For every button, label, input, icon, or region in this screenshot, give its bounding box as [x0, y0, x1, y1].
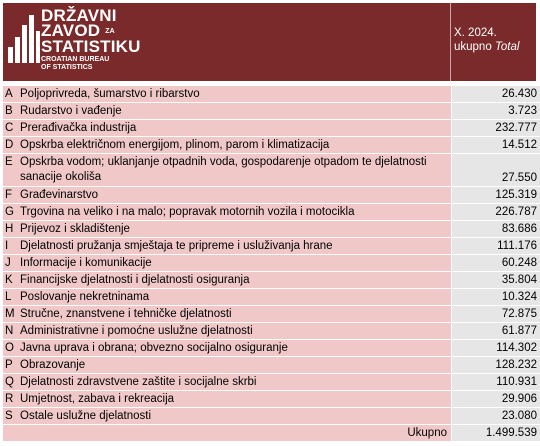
table-row [3, 255, 540, 272]
activity-code: A [3, 86, 18, 103]
total-row-value: 1.499.539 [452, 425, 540, 442]
activity-value: 110.931 [452, 374, 540, 391]
table-row [3, 357, 540, 374]
employment-table-panel [3, 3, 536, 441]
activity-code: F [3, 187, 18, 204]
activity-code: E [3, 154, 18, 187]
logo-line-3: STATISTIKU [41, 37, 141, 57]
activity-value: 35.804 [452, 272, 540, 289]
table-row [3, 238, 540, 255]
activity-code: P [3, 357, 18, 374]
total-label-en: Total [494, 41, 520, 53]
activity-value: 23.080 [452, 408, 540, 425]
activity-name: Ostale uslužne djelatnosti [18, 408, 452, 425]
activity-value: 26.430 [452, 86, 540, 103]
table-row [3, 340, 540, 357]
table-row [3, 103, 540, 120]
logo-line-2: ZAVOD [41, 21, 101, 40]
activity-value: 111.176 [452, 238, 540, 255]
table-row [3, 86, 540, 103]
activity-value: 10.324 [452, 289, 540, 306]
table-header [3, 3, 536, 81]
activity-name: Opskrba vodom; uklanjanje otpadnih voda, gospodarenje otpadom te djelatnosti sanacije okoliša [18, 154, 452, 187]
table-row [3, 323, 540, 340]
total-row [3, 425, 540, 442]
table-row [3, 120, 540, 137]
activity-code: Q [3, 374, 18, 391]
period-label: X. 2024. [454, 27, 497, 39]
activity-name: Opskrba električnom energijom, plinom, parom i klimatizacija [18, 137, 452, 154]
table-row [3, 154, 540, 187]
activity-name: Administrativne i pomoćne uslužne djelatnosti [18, 323, 452, 340]
activity-value: 83.686 [452, 221, 540, 238]
table-row [3, 289, 540, 306]
logo-sub-2: OF STATISTICS [41, 64, 93, 72]
activity-code: I [3, 238, 18, 255]
activity-code: K [3, 272, 18, 289]
activity-name: Poslovanje nekretninama [18, 289, 452, 306]
table-row [3, 187, 540, 204]
table-row [3, 221, 540, 238]
table-row [3, 306, 540, 323]
activity-name: Stručne, znanstvene i tehničke djelatnosti [18, 306, 452, 323]
activity-value: 128.232 [452, 357, 540, 374]
table-row [3, 272, 540, 289]
activity-value: 61.877 [452, 323, 540, 340]
activity-value: 29.906 [452, 391, 540, 408]
activity-value: 27.550 [452, 154, 540, 187]
table-row [3, 204, 540, 221]
activity-value: 114.302 [452, 340, 540, 357]
logo-line-1: DRŽAVNI [41, 6, 117, 25]
activity-code: D [3, 137, 18, 154]
activity-code: M [3, 306, 18, 323]
activity-code: H [3, 221, 18, 238]
activity-name: Prijevoz i skladištenje [18, 221, 452, 238]
dzs-logo [3, 3, 450, 81]
activity-value: 232.777 [452, 120, 540, 137]
activity-name: Financijske djelatnosti i djelatnosti osiguranja [18, 272, 452, 289]
activity-name: Poljoprivreda, šumarstvo i ribarstvo [18, 86, 452, 103]
total-label-hr: ukupno [454, 41, 492, 53]
activity-value: 226.787 [452, 204, 540, 221]
table-row [3, 137, 540, 154]
activity-value: 125.319 [452, 187, 540, 204]
activity-name: Prerađivačka industrija [18, 120, 452, 137]
activity-name: Građevinarstvo [18, 187, 452, 204]
activity-name: Javna uprava i obrana; obvezno socijalno osiguranje [18, 340, 452, 357]
activity-value: 72.875 [452, 306, 540, 323]
activity-code: C [3, 120, 18, 137]
activity-value: 14.512 [452, 137, 540, 154]
activity-code: N [3, 323, 18, 340]
activity-name: Djelatnosti pružanja smještaja te pripreme i usluživanja hrane [18, 238, 452, 255]
activity-code: J [3, 255, 18, 272]
activity-code: S [3, 408, 18, 425]
activity-name: Obrazovanje [18, 357, 452, 374]
activity-code: G [3, 204, 18, 221]
activity-name: Rudarstvo i vađenje [18, 103, 452, 120]
activity-code: R [3, 391, 18, 408]
total-row-label: Ukupno [3, 425, 452, 442]
table-row [3, 374, 540, 391]
activity-code: L [3, 289, 18, 306]
column-header-total [450, 3, 536, 81]
table-row [3, 391, 540, 408]
activity-value: 60.248 [452, 255, 540, 272]
logo-sub-1: CROATIAN BUREAU [41, 56, 110, 64]
activity-name: Informacije i komunikacije [18, 255, 452, 272]
table-row [3, 408, 540, 425]
activity-value: 3.723 [452, 103, 540, 120]
activity-name: Djelatnosti zdravstvene zaštite i socijalne skrbi [18, 374, 452, 391]
activity-code: B [3, 103, 18, 120]
logo-za: ZA [105, 28, 115, 36]
bar-chart-logo-icon [3, 3, 43, 81]
activity-code: O [3, 340, 18, 357]
activity-table [3, 85, 540, 441]
activity-name: Umjetnost, zabava i rekreacija [18, 391, 452, 408]
activity-name: Trgovina na veliko i na malo; popravak motornih vozila i motocikla [18, 204, 452, 221]
